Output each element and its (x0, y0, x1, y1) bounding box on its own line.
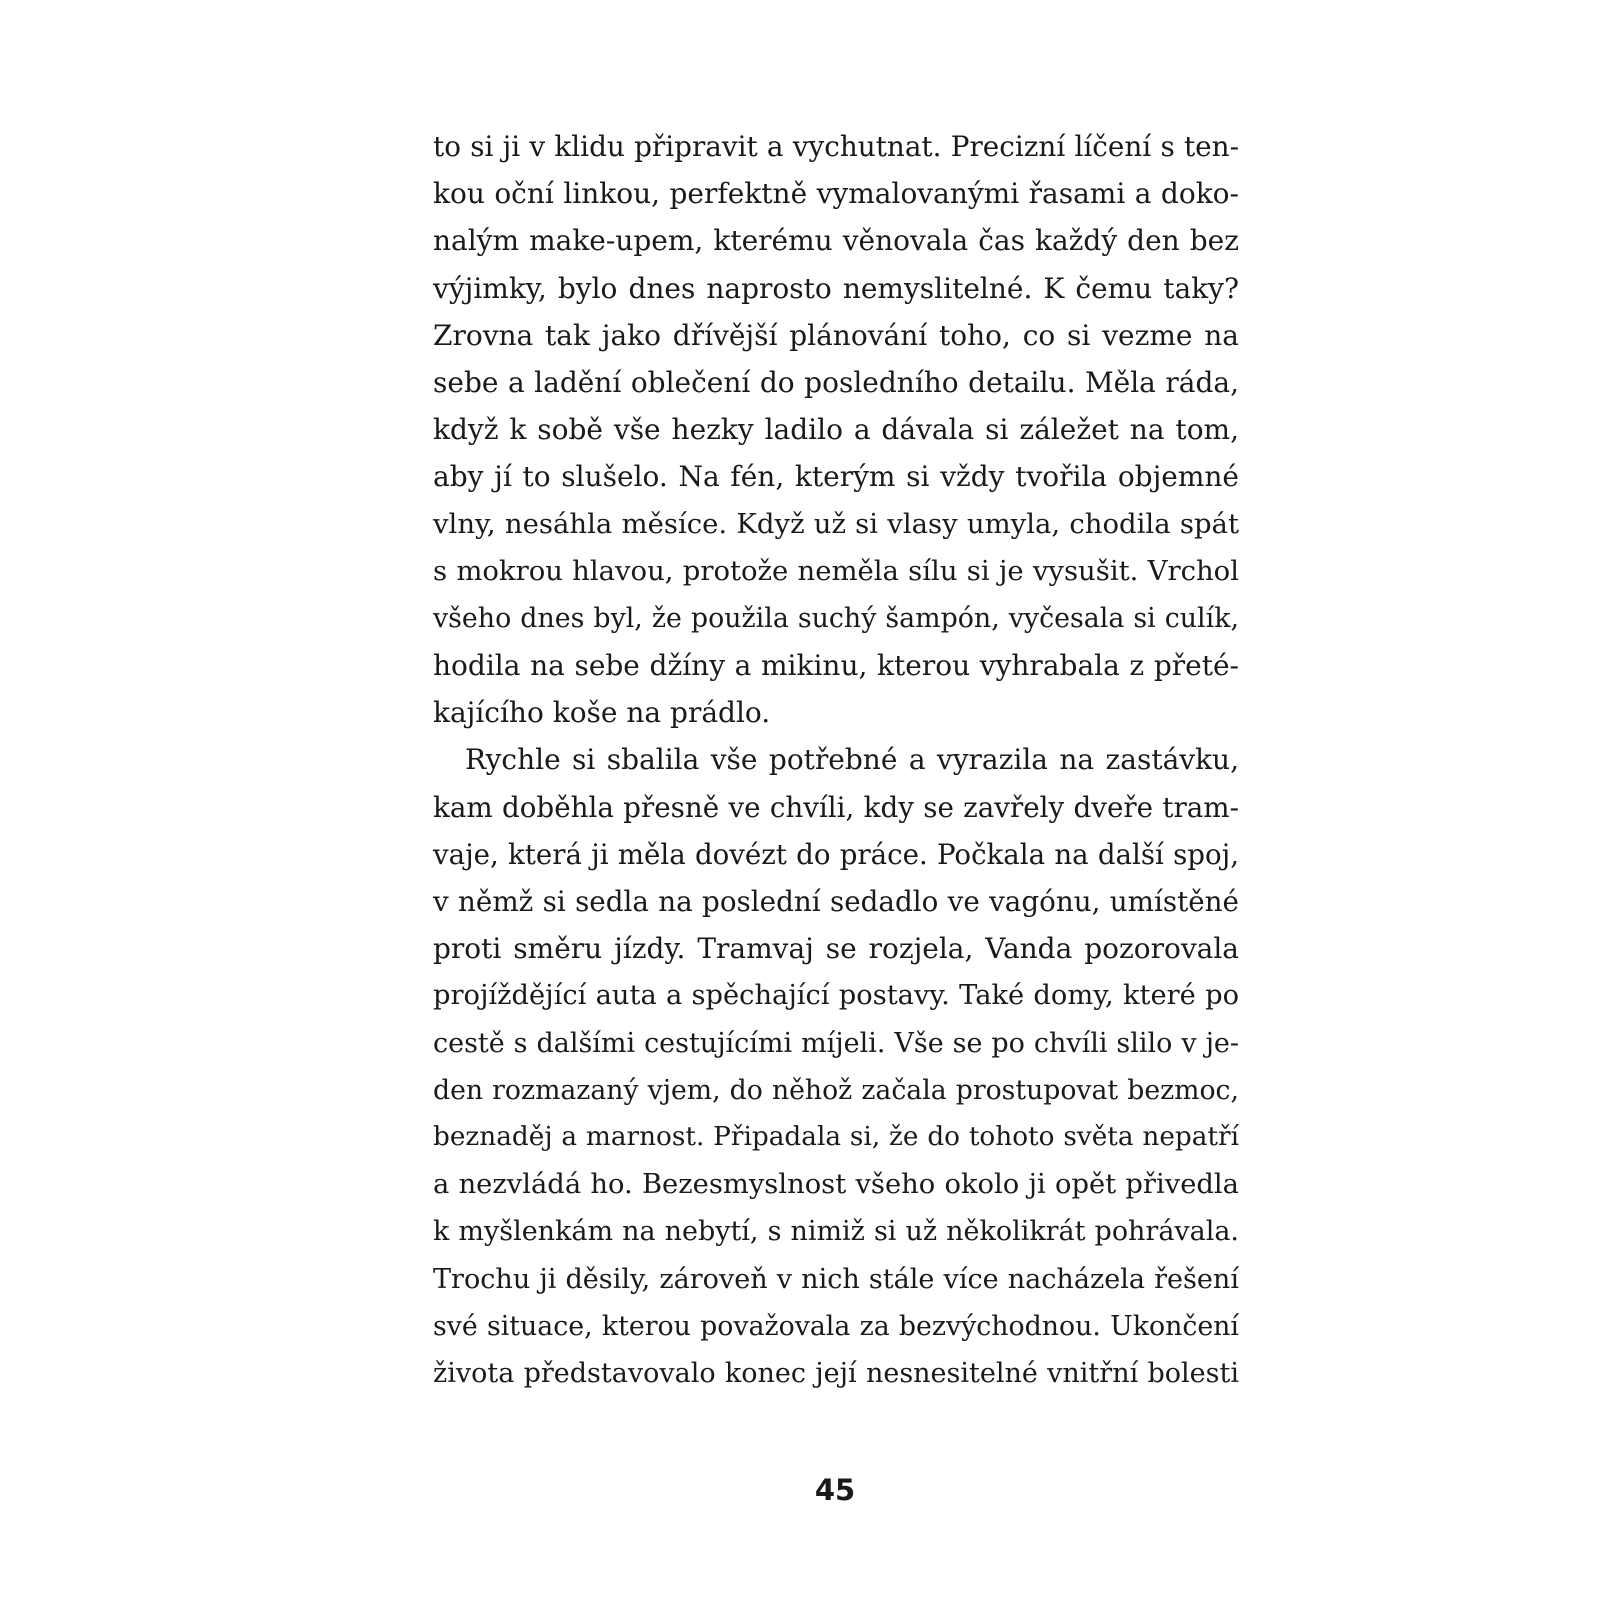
text-line: hodila na sebe džíny a mikinu, kterou vyhrabala z přeté- (433, 649, 1239, 683)
text-line: všeho dnes byl, že použila suchý šampón, vyčesala si culík, (433, 602, 1239, 634)
text-line: nalým make-upem, kterému věnovala čas každý den bez (433, 224, 1239, 258)
text-line: to si ji v klidu připravit a vychutnat. Precizní líčení s ten- (433, 130, 1239, 163)
paragraph-1 (433, 123, 1239, 736)
text-line: den rozmazaný vjem, do něhož začala prostupovat bezmoc, (433, 1074, 1239, 1106)
page-number: 45 (814, 1473, 856, 1507)
text-line: když k sobě vše hezky ladilo a dávala si záležet na tom, (433, 413, 1239, 447)
text-line: kam doběhla přesně ve chvíli, kdy se zavřely dveře tram- (433, 790, 1239, 824)
text-line: proti směru jízdy. Tramvaj se rozjela, Vanda pozorovala (433, 932, 1239, 966)
text-line: kajícího koše na prádlo. (433, 696, 771, 730)
text-line: sebe a ladění oblečení do posledního detailu. Měla ráda, (433, 365, 1239, 399)
text-line: kou oční linkou, perfektně vymalovanými řasami a doko- (433, 177, 1239, 211)
text-line: vlny, nesáhla měsíce. Když už si vlasy umyla, chodila spát (433, 507, 1239, 540)
text-line: své situace, kterou považovala za bezvýchodnou. Ukončení (433, 1310, 1239, 1342)
text-line: projíždějící auta a spěchající postavy. Také domy, které po (433, 980, 1239, 1012)
paragraph-2 (433, 736, 1239, 1397)
text-line: Zrovna tak jako dřívější plánování toho, co si vezme na (433, 318, 1239, 352)
text-line: a nezvládá ho. Bezesmyslnost všeho okolo ji opět přivedla (433, 1169, 1239, 1201)
text-line: cestě s dalšími cestujícími míjeli. Vše se po chvíli slilo v je- (433, 1027, 1239, 1059)
text-line: života představovalo konec její nesnesitelné vnitřní bolesti (433, 1357, 1239, 1389)
text-line: vaje, která ji měla dovézt do práce. Počkala na další spoj, (433, 837, 1239, 871)
body-text (433, 123, 1239, 1397)
text-line: k myšlenkám na nebytí, s nimiž si už několikrát pohrávala. (433, 1216, 1239, 1248)
text-line: aby jí to slušelo. Na fén, kterým si vždy tvořila objemné (433, 460, 1239, 494)
text-line: výjimky, bylo dnes naprosto nemyslitelné. K čemu taky? (433, 271, 1239, 305)
text-line: Rychle si sbalila vše potřebné a vyrazila na zastávku, (465, 743, 1239, 777)
text-line: s mokrou hlavou, protože neměla sílu si je vysušit. Vrchol (433, 554, 1239, 587)
text-line: Trochu ji děsily, zároveň v nich stále více nacházela řešení (433, 1263, 1239, 1295)
text-line: beznaděj a marnost. Připadala si, že do tohoto světa nepatří (433, 1121, 1239, 1152)
text-line: v němž si sedla na poslední sedadlo ve vagónu, umístěné (433, 885, 1239, 918)
